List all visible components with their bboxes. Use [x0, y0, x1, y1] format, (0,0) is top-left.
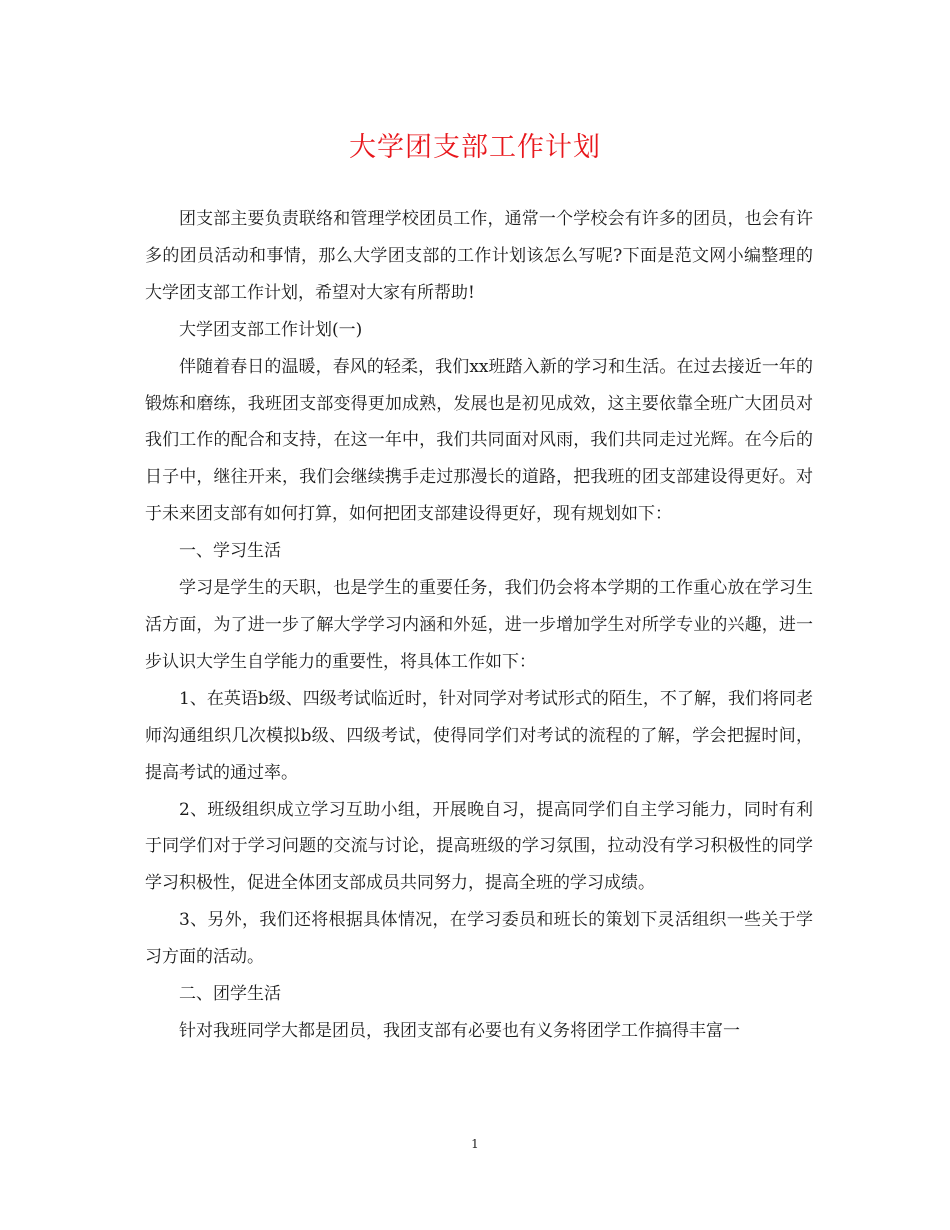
study-item-1: 1、在英语b级、四级考试临近时，针对同学对考试形式的陌生，不了解，我们将同老师沟通组织几次模拟b级、四级考试，使得同学们对考试的流程的了解，学会把握时间，提高考试的通过率。 — [145, 688, 813, 783]
opening-paragraph: 伴随着春日的温暖，春风的轻柔，我们xx班踏入新的学习和生活。在过去接近一年的锻炼和磨练，我班团支部变得更加成熟，发展也是初见成效，这主要依靠全班广大团员对我们工作的配合和支持，在这一年中，我们共同面对风雨，我们共同走过光辉。在今后的日子中，继往开来，我们会继续携手走过那漫长的道路，把我班的团支部建设得更好。对于未来团支部有如何打算，如何把团支部建设得更好，现有规划如下： — [145, 356, 813, 525]
section-heading-league: 二、团学生活 — [179, 984, 281, 1005]
document-title: 大学团支部工作计划 — [349, 132, 601, 163]
section-heading-study: 一、学习生活 — [179, 541, 281, 562]
document-body — [145, 201, 813, 1050]
league-paragraph: 针对我班同学大都是团员，我团支部有必要也有义务将团学工作搞得丰富一 — [179, 1020, 740, 1041]
study-paragraph: 学习是学生的天职，也是学生的重要任务，我们仍会将本学期的工作重心放在学习生活方面，为了进一步了解大学学习内涵和外延，进一步增加学生对所学专业的兴趣，进一步认识大学生自学能力的重要性，将具体工作如下： — [145, 578, 813, 672]
page-number: 1 — [471, 1137, 479, 1151]
section-heading-plan-one: 大学团支部工作计划(一) — [179, 319, 363, 340]
study-item-2: 2、班级组织成立学习互助小组，开展晚自习，提高同学们自主学习能力，同时有利于同学们对于学习问题的交流与讨论，提高班级的学习氛围，拉动没有学习积极性的同学学习积极性，促进全体团支部成员共同努力，提高全班的学习成绩。 — [145, 799, 813, 894]
study-item-3: 3、另外，我们还将根据具体情况，在学习委员和班长的策划下灵活组织一些关于学习方面的活动。 — [145, 910, 813, 968]
intro-paragraph: 团支部主要负责联络和管理学校团员工作，通常一个学校会有许多的团员，也会有许多的团员活动和事情，那么大学团支部的工作计划该怎么写呢?下面是范文网小编整理的大学团支部工作计划，希望对大家有所帮助! — [145, 209, 813, 303]
